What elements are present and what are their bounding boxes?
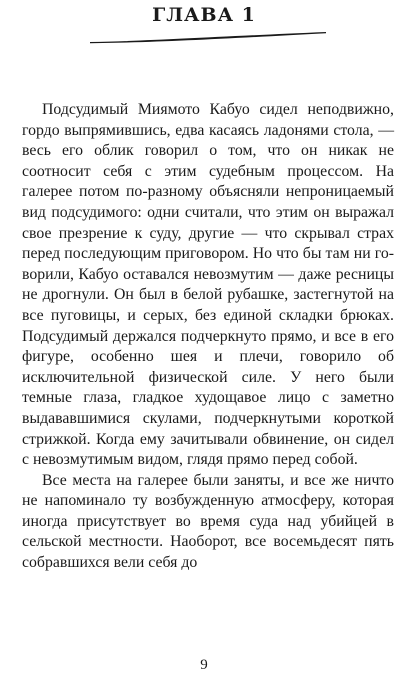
paragraph-1: Подсудимый Миямото Кабуо сидел неподвижно, гордо выпрямившись, едва касаясь ладонями стола, — весь его облик говорил о том, что он никак не соотносит себя с этим судебным процессом. На галерее потом по-разному объясняли непроницаемый вид подсудимого: одни считали, что этим он выражал свое презрение к суду, другие — что скрывал страх перед последующим приговором. Но что бы там ни говорили, Кабуо оставался невозмутим — даже ресницы не дрогнули. Он был в белой рубашке, застегнутой на все пуговицы, и серых, без единой складки брюках. Подсудимый держался подчеркнуто прямо, и все в его фигуре, особенно шея и плечи, говорило об исключительной физической силе. У него были темные глаза, гладкое худощавое лицо с заметно выдававшимися скулами, подчеркнутыми короткой стрижкой. Когда ему зачитывали обвинение, он сидел с невозмутимым видом, глядя прямо перед собой. xyxy=(22,101,394,469)
page-number: 9 xyxy=(200,657,208,673)
paragraph-2: Все места на галерее были заняты, и все же ничто не напоминало ту возбужденную атмосферу, которая иногда присутствует во время суда над убийцей в сельской местности. Наоборот, все восемьдесят пять собравшихся вели себя до xyxy=(22,471,394,572)
title-swash-ornament xyxy=(88,30,328,46)
chapter-title: ГЛАВА 1 xyxy=(152,4,256,26)
chapter-body xyxy=(22,100,394,574)
